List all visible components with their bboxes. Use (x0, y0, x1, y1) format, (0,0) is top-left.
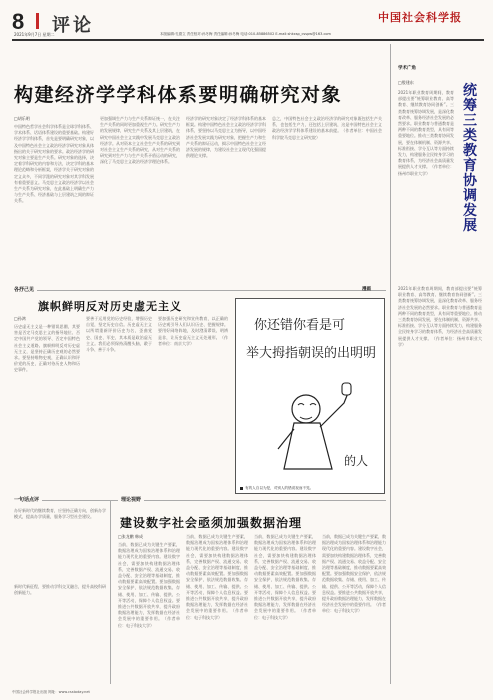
cartoon-body (284, 423, 332, 469)
lead-column-4: 总之，中国特色社会主义政治经济学的研究对象既包括生产关系，也包括生产力，还包括上层建筑，这是中国特色社会主义政治经济学学科体系建设的基本前提。（作者单位：中国社会科学院马克思主义研究院） (272, 116, 382, 140)
cartoon-panel (235, 298, 385, 494)
middle-column-3: 要加强历史研究和宣传教育，以正确的历史观引导人们认识历史、把握规律。要用好网络阵地，及时澄清谬误、明辨是非，让历史虚无主义无处遁形。（作者单位：南京大学） (158, 316, 228, 346)
footer-note: 中国社会科学报社出版 网址：www.csstoday.net (12, 690, 90, 694)
side-kicker: 学术广角 (398, 66, 416, 71)
cartoon-kicker: 漫画 (362, 287, 371, 292)
masthead-accent-bar (36, 13, 39, 29)
side-headline: 统筹三类教育协调发展 (463, 83, 477, 234)
cartoon-arm (320, 393, 348, 427)
bottom-column-4: 当前，数据已成为关键生产要素，数据治理成为国家治理体系和治理能力现代化的重要内容。建设数字社会，需要加快构建数据治理体系，完善数据产权、流通交易、收益分配、安全治理等基础制度，推动数据要素高效配置。要加强数据安全保护，依法规范数据收集、存储、使用、加工、传输、提供、公开等活动，保障个人信息权益。要推进公共数据开放共享，提升政府数据治理能力，发挥数据在经济社会发展中的重要作用。（作者单位：电子科技大学） (322, 534, 386, 614)
lead-author: □胡乐明 (14, 116, 30, 121)
cartoon-text-line3: 的人 (344, 454, 369, 468)
bottom-column-1: 当前，数据已成为关键生产要素，数据治理成为国家治理体系和治理能力现代化的重要内容。建设数字社会，需要加快构建数据治理体系，完善数据产权、流通交易、收益分配、安全治理等基础制度，推动数据要素高效配置。要加强数据安全保护，依法规范数据收集、存储、使用、加工、传输、提供、公开等活动，保障个人信息权益。要推进公共数据开放共享，提升政府数据治理能力，发挥数据在经济社会发展中的重要作用。（作者单位：电子科技大学） (118, 542, 180, 628)
paper-logo: 中国社会科学报 (378, 11, 462, 24)
side-divider (390, 44, 391, 684)
middle-column-2: 要善于运用党的历史经验，增强历史自觉，坚定历史自信。历史虚无主义以所谓重新评价历史为名，歪曲党史、国史、军史，其本质是政治虚无主义。我们必须保持清醒头脑，敢于斗争、善于斗争。 (86, 316, 152, 353)
masthead-rule (12, 39, 484, 41)
caption-square-icon (240, 487, 243, 490)
cartoon-text-line2: 举大拇指朝误的出明明 (246, 346, 377, 361)
section-title: 评论 (52, 15, 94, 36)
cartoon-text-line1: 你还错你看是可 (254, 318, 346, 333)
lead-headline: 构建经济学学科体系要明确研究对象 (14, 84, 343, 106)
dateline: 2021年9月7日 星期二 (14, 32, 55, 37)
side-text-upper: 2021年职业教育周期间，教育部提出要“统筹职业教育、高等教育、继续教育协同创新”。三类教育统筹协调发展，是深化教育改革、服务经济社会发展的必然要求。职业教育与普通教育是两种不同的教育类型，具有同等重要地位。推动三类教育协同发展，要在体制机制、资源共享、标准衔接、学分互认等方面持续发力，构建服务全民终身学习的教育体系，为经济社会高质量发展提供人才支撑。（作者单位：扬州市职业大学） (398, 90, 454, 176)
bottom-author: □张龙鹏 韩成 (118, 534, 144, 539)
cartoon-caption-text: 有的人自以为是，对别人的错误视而不见。 (245, 486, 314, 490)
middle-headline: 旗帜鲜明反对历史虚无主义 (38, 300, 182, 313)
middle-column-1: 历史虚无主义是一种错误思潮，其要害是否定马克思主义的指导地位、否定中国共产党的领导、否定中国特色社会主义道路。旗帜鲜明反对历史虚无主义，是坚持正确历史观的必然要求。要坚持唯物史观，正确认识和评价党的历史，正确对待历史人物和历史事件。 (14, 324, 80, 373)
brief-item-2: 新时代新征程，要推动学科交叉融合，提升高校科研创新能力。 (14, 584, 106, 596)
bottom-headline: 建设数字社会亟须加强数据治理 (120, 516, 303, 530)
lower-top-rule (14, 500, 386, 501)
brief-divider (110, 500, 111, 684)
page-number: 8 (12, 9, 25, 34)
brief-kicker: 一句话点评 (14, 496, 42, 503)
bottom-column-2: 当前，数据已成为关键生产要素，数据治理成为国家治理体系和治理能力现代化的重要内容。建设数字社会，需要加快构建数据治理体系，完善数据产权、流通交易、收益分配、安全治理等基础制度，推动数据要素高效配置。要加强数据安全保护，依法规范数据收集、存储、使用、加工、传输、提供、公开等活动，保障个人信息权益。要推进公共数据开放共享，提升政府数据治理能力，发挥数据在经济社会发展中的重要作用。（作者单位：电子科技大学） (186, 534, 248, 620)
cartoon-drawing (236, 299, 384, 485)
staff-line: 本版编辑:孔德立 责任校对:孙冬梅 责任编辑:孙冬梅 电话:010-85886502 E-mail:shkxsp_csspw@163.com (160, 32, 331, 36)
middle-author: □孙鸿 (14, 316, 26, 321)
brief-item-1: 办好新时代的继续教育，应坚持正确方向，创新办学模式，提高办学质量，服务学习型社会建设。 (14, 508, 106, 520)
middle-top-rule (14, 290, 386, 291)
bottom-column-3: 当前，数据已成为关键生产要素，数据治理成为国家治理体系和治理能力现代化的重要内容。建设数字社会，需要加快构建数据治理体系，完善数据产权、流通交易、收益分配、安全治理等基础制度，推动数据要素高效配置。要加强数据安全保护，依法规范数据收集、存储、使用、加工、传输、提供、公开等活动，保障个人信息权益。要推进公共数据开放共享，提升政府数据治理能力，发挥数据在经济社会发展中的重要作用。（作者单位：电子科技大学） (254, 534, 316, 620)
middle-kicker: 各抒己见 (14, 286, 37, 293)
lead-column-3: 经济学的研究对象决定了经济学科体系的基本框架。构建中国特色社会主义政治经济学学科体系，要坚持以马克思主义为指导，以中国经济社会发展实践为研究对象，把握生产力和生产关系的辩证运动，揭示中国特色社会主义经济发展的规律，为建设社会主义现代化强国提供理论支撑。 (186, 116, 266, 159)
side-author: □殷建东 (398, 80, 414, 85)
bottom-kicker: 理论视野 (118, 496, 144, 503)
lead-column-2: 更加强调生产力与生产关系辩证统一，在关注生产关系的同时更加重视生产力。研究生产力的发展规律，研究生产关系及其上层建筑，在研究中国社会主义实践中发展马克思主义政治经济学。从对资本主义社会生产关系的研究到对社会主义生产关系的研究，从对生产关系的研究到对生产力与生产关系矛盾运动的研究，深化了马克思主义政治经济学理论体系。 (100, 116, 180, 165)
lead-column-1: 中国特色哲学社会科学体系是全球学科体系、学术体系、话语体系建设的重要基础。构建好经济学学科体系，首先是要明确研究对象，以及中国特色社会主义政治经济学研究对象具体指出的关于研究对象的要求。政治经济学的研究对象主要是生产关系。研究对象的选择，决定着学科研究的内容和方法，决定学科的基本理论范畴和分析框架，经济学关于研究对象的定义众多，不同学派的研究对象对其学科发展有着重要意义。马克思主义政治经济学以社会生产关系为研究对象，在此基础上明确生产力与生产关系、经济基础与上层建筑之间的辩证关系。 (14, 124, 94, 204)
side-text-lower: 2021年职业教育周期间，教育部提出要“统筹职业教育、高等教育、继续教育协同创新”。三类教育统筹协调发展，是深化教育改革、服务经济社会发展的必然要求。职业教育与普通教育是两种不同的教育类型，具有同等重要地位。推动三类教育协同发展，要在体制机制、资源共享、标准衔接、学分互认等方面持续发力，构建服务全民终身学习的教育体系，为经济社会高质量发展提供人才支撑。（作者单位：扬州市职业大学） (398, 286, 482, 347)
thumbs-up-icon (342, 383, 351, 395)
cartoon-caption (240, 486, 380, 491)
